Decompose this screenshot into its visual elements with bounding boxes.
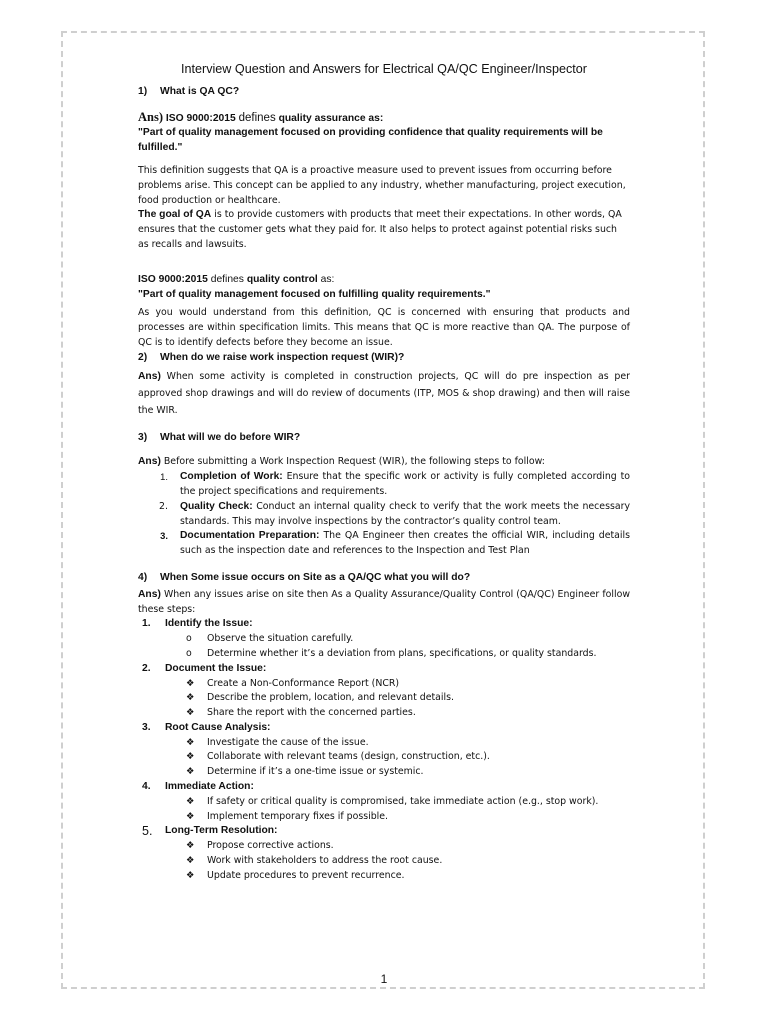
question-text: What will we do before WIR? <box>160 431 301 443</box>
list-item: ❖ Implement temporary fixes if possible. <box>186 810 630 825</box>
list-item: ❖ If safety or critical quality is compromised, take immediate action (e.g., stop work). <box>186 795 630 810</box>
step-heading: 5. Long-Term Resolution: <box>142 824 278 839</box>
question-number: 4) <box>138 571 148 583</box>
question-text: When Some issue occurs on Site as a QA/QC what you will do? <box>160 571 471 583</box>
list-item: o Determine whether it’s a deviation from plans, specifications, or quality standards. <box>186 647 630 662</box>
list-item: ❖ Investigate the cause of the issue. <box>186 736 630 751</box>
diamond-bullet-icon: ❖ <box>186 855 195 867</box>
step-heading: 4. Immediate Action: <box>142 781 254 793</box>
q4-intro: Ans) When any issues arise on site then As a Quality Assurance/Quality Control (QA/QC) Engineer follow these steps: <box>138 588 630 615</box>
issue-steps-list <box>138 617 630 883</box>
iso-qa-definition: Ans) ISO 9000:2015 defines quality assurance as: <box>138 109 384 124</box>
diamond-bullet-icon: ❖ <box>186 869 195 881</box>
question-1 <box>138 85 630 100</box>
qc-quote: "Part of quality management focused on fulfilling quality requirements." <box>138 288 491 300</box>
list-item: ❖ Create a Non-Conformance Report (NCR) <box>186 677 630 692</box>
diamond-bullet-icon: ❖ <box>186 810 195 822</box>
list-item: ❖ Determine if it’s a one-time issue or systemic. <box>186 765 630 780</box>
iso-qc-definition: ISO 9000:2015 defines quality control as: <box>138 273 335 285</box>
question-number: 2) <box>138 351 148 363</box>
qa-goal-paragraph: The goal of QA is to provide customers with products that meet their expectations. In other words, QA ensures that the customer gets what they paid for. It also helps to protect against potential risks such as recalls and lawsuits. <box>138 209 622 250</box>
list-item: ❖ Propose corrective actions. <box>186 839 630 854</box>
document-title: Interview Question and Answers for Electrical QA/QC Engineer/Inspector <box>181 62 587 76</box>
list-item: ❖ Collaborate with relevant teams (design, construction, etc.). <box>186 750 630 765</box>
list-item: 3. Documentation Preparation: The QA Engineer then creates the official WIR, including details such as the inspection date and references to the Inspection and Test Plan <box>160 530 630 557</box>
question-number: 1) <box>138 85 148 97</box>
diamond-bullet-icon: ❖ <box>186 677 195 689</box>
step-heading: 2. Document the Issue: <box>142 662 267 674</box>
list-item: ❖ Describe the problem, location, and relevant details. <box>186 691 630 706</box>
question-4 <box>138 571 630 586</box>
q3-intro: Ans) Before submitting a Work Inspection Request (WIR), the following steps to follow: <box>138 456 545 468</box>
qa-quote: "Part of quality management focused on providing confidence that quality requirements will be fulfilled." <box>138 127 603 154</box>
question-3 <box>138 431 630 446</box>
question-number: 3) <box>138 431 148 443</box>
diamond-bullet-icon: ❖ <box>186 766 195 778</box>
diamond-bullet-icon: ❖ <box>186 736 195 748</box>
diamond-bullet-icon: ❖ <box>186 692 195 704</box>
page-number: 1 <box>380 972 388 986</box>
list-item: ❖ Update procedures to prevent recurrence. <box>186 869 630 884</box>
diamond-bullet-icon: ❖ <box>186 795 195 807</box>
step-heading: 3. Root Cause Analysis: <box>142 721 271 733</box>
question-2 <box>138 351 630 366</box>
diamond-bullet-icon: ❖ <box>186 840 195 852</box>
list-item: ❖ Work with stakeholders to address the root cause. <box>186 854 630 869</box>
question-text: When do we raise work inspection request (WIR)? <box>160 351 405 363</box>
step-heading: 1. Identify the Issue: <box>142 618 253 630</box>
circle-bullet-icon: o <box>186 647 192 659</box>
question-text: What is QA QC? <box>160 85 240 97</box>
list-item: ❖ Share the report with the concerned parties. <box>186 706 630 721</box>
diamond-bullet-icon: ❖ <box>186 751 195 763</box>
answer-label: Ans) <box>138 109 164 124</box>
list-item: 2. Quality Check: Conduct an internal quality check to verify that the work meets the necessary standards. This may involve inspections by the contractor’s quality control team. <box>159 500 630 527</box>
list-item: o Observe the situation carefully. <box>186 632 630 647</box>
qc-paragraph: As you would understand from this definition, QC is concerned with ensuring that products and processes are within specification limits. This means that QC is more reactive than QA. The purpose of QC is to identify defects before they become an issue. <box>138 307 630 348</box>
q2-answer: Ans) When some activity is completed in construction projects, QC will do pre inspection as per approved shop drawings and will do review of documents (ITP, MOS & shop drawing) and then will raise the WIR. <box>138 370 630 416</box>
qa-paragraph: This definition suggests that QA is a proactive measure used to prevent issues from occurring before problems arise. This concept can be applied to any industry, whether manufacturing, project execution, food production or healthcare. <box>138 164 626 206</box>
list-item: 1. Completion of Work: Ensure that the specific work or activity is fully completed according to the project specifications and requirements. <box>160 471 630 497</box>
wir-steps-list <box>138 470 630 559</box>
document-content <box>138 62 630 884</box>
circle-bullet-icon: o <box>186 633 192 645</box>
diamond-bullet-icon: ❖ <box>186 707 195 719</box>
